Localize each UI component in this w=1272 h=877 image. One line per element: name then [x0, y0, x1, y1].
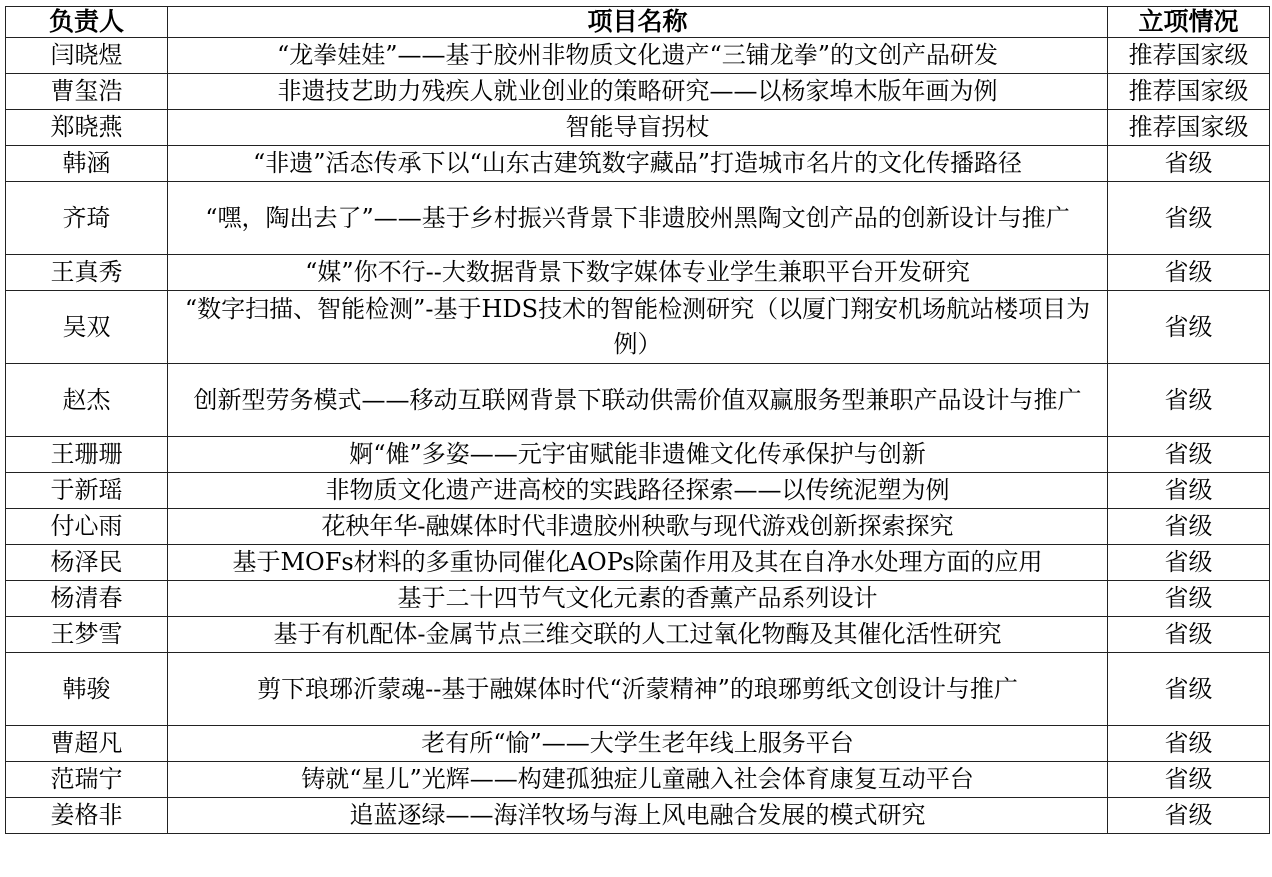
- cell-status[interactable]: 省级: [1108, 473, 1270, 509]
- cell-status[interactable]: 省级: [1108, 653, 1270, 726]
- cell-status[interactable]: 省级: [1108, 509, 1270, 545]
- cell-title[interactable]: 基于有机配体-金属节点三维交联的人工过氧化物酶及其催化活性研究: [168, 617, 1108, 653]
- table-row: [6, 38, 1270, 74]
- cell-status[interactable]: 省级: [1108, 182, 1270, 255]
- table-row: [6, 581, 1270, 617]
- table-row: [6, 798, 1270, 834]
- table-row: [6, 473, 1270, 509]
- cell-name[interactable]: 范瑞宁: [6, 762, 168, 798]
- cell-name[interactable]: 曹玺浩: [6, 74, 168, 110]
- cell-name[interactable]: 曹超凡: [6, 726, 168, 762]
- table-row: [6, 255, 1270, 291]
- cell-name[interactable]: 于新瑶: [6, 473, 168, 509]
- cell-name[interactable]: 闫晓煜: [6, 38, 168, 74]
- cell-title[interactable]: 非物质文化遗产进高校的实践路径探索——以传统泥塑为例: [168, 473, 1108, 509]
- cell-title[interactable]: 智能导盲拐杖: [168, 110, 1108, 146]
- header-name[interactable]: 负责人: [6, 7, 168, 38]
- cell-title[interactable]: “数字扫描、智能检测”-基于HDS技术的智能检测研究（以厦门翔安机场航站楼项目为例）: [168, 291, 1108, 364]
- project-table: [5, 6, 1270, 834]
- cell-title[interactable]: 基于MOFs材料的多重协同催化AOPs除菌作用及其在自净水处理方面的应用: [168, 545, 1108, 581]
- cell-title[interactable]: “龙拳娃娃”——基于胶州非物质文化遗产“三铺龙拳”的文创产品研发: [168, 38, 1108, 74]
- cell-name[interactable]: 王珊珊: [6, 437, 168, 473]
- cell-title[interactable]: 婀“傩”多姿——元宇宙赋能非遗傩文化传承保护与创新: [168, 437, 1108, 473]
- cell-title[interactable]: 追蓝逐绿——海洋牧场与海上风电融合发展的模式研究: [168, 798, 1108, 834]
- table-row: [6, 110, 1270, 146]
- cell-status[interactable]: 推荐国家级: [1108, 38, 1270, 74]
- cell-name[interactable]: 付心雨: [6, 509, 168, 545]
- cell-name[interactable]: 姜格非: [6, 798, 168, 834]
- cell-name[interactable]: 郑晓燕: [6, 110, 168, 146]
- cell-status[interactable]: 推荐国家级: [1108, 74, 1270, 110]
- cell-name[interactable]: 韩骏: [6, 653, 168, 726]
- table-row: [6, 74, 1270, 110]
- cell-status[interactable]: 省级: [1108, 762, 1270, 798]
- cell-status[interactable]: 省级: [1108, 798, 1270, 834]
- table-row: [6, 762, 1270, 798]
- cell-status[interactable]: 省级: [1108, 545, 1270, 581]
- table-row: [6, 437, 1270, 473]
- cell-title[interactable]: 铸就“星儿”光辉——构建孤独症儿童融入社会体育康复互动平台: [168, 762, 1108, 798]
- cell-title[interactable]: 基于二十四节气文化元素的香薰产品系列设计: [168, 581, 1108, 617]
- cell-status[interactable]: 省级: [1108, 437, 1270, 473]
- cell-status[interactable]: 省级: [1108, 291, 1270, 364]
- table-row: [6, 364, 1270, 437]
- cell-title[interactable]: 花秧年华-融媒体时代非遗胶州秧歌与现代游戏创新探索探究: [168, 509, 1108, 545]
- cell-name[interactable]: 韩涵: [6, 146, 168, 182]
- cell-title[interactable]: 创新型劳务模式——移动互联网背景下联动供需价值双赢服务型兼职产品设计与推广: [168, 364, 1108, 437]
- table-row: [6, 545, 1270, 581]
- table-row: [6, 182, 1270, 255]
- cell-status[interactable]: 推荐国家级: [1108, 110, 1270, 146]
- cell-status[interactable]: 省级: [1108, 617, 1270, 653]
- table-row: [6, 617, 1270, 653]
- cell-status[interactable]: 省级: [1108, 364, 1270, 437]
- cell-status[interactable]: 省级: [1108, 255, 1270, 291]
- cell-name[interactable]: 王真秀: [6, 255, 168, 291]
- cell-title[interactable]: “嘿，陶出去了”——基于乡村振兴背景下非遗胶州黑陶文创产品的创新设计与推广: [168, 182, 1108, 255]
- cell-title[interactable]: “媒”你不行--大数据背景下数字媒体专业学生兼职平台开发研究: [168, 255, 1108, 291]
- header-title[interactable]: 项目名称: [168, 7, 1108, 38]
- header-row: [6, 7, 1270, 38]
- cell-title-clipped[interactable]: [168, 146, 1108, 182]
- header-status[interactable]: 立项情况: [1108, 7, 1270, 38]
- table-row: [6, 726, 1270, 762]
- cell-name[interactable]: 杨泽民: [6, 545, 168, 581]
- cell-status[interactable]: 省级: [1108, 146, 1270, 182]
- table-row: [6, 146, 1270, 182]
- table-row: [6, 291, 1270, 364]
- cell-name[interactable]: 杨清春: [6, 581, 168, 617]
- cell-name[interactable]: 吴双: [6, 291, 168, 364]
- cell-title[interactable]: 剪下琅琊沂蒙魂--基于融媒体时代“沂蒙精神”的琅琊剪纸文创设计与推广: [168, 653, 1108, 726]
- cell-status[interactable]: 省级: [1108, 726, 1270, 762]
- cell-name[interactable]: 齐琦: [6, 182, 168, 255]
- cell-name[interactable]: 赵杰: [6, 364, 168, 437]
- cell-status[interactable]: 省级: [1108, 581, 1270, 617]
- cell-title: “非遗”活态传承下以“山东古建筑数字藏品”打造城市名片的文化传播路径: [252, 149, 1023, 177]
- cell-title[interactable]: 老有所“愉”——大学生老年线上服务平台: [168, 726, 1108, 762]
- cell-name[interactable]: 王梦雪: [6, 617, 168, 653]
- table-row: [6, 509, 1270, 545]
- table-row: [6, 653, 1270, 726]
- cell-title[interactable]: 非遗技艺助力残疾人就业创业的策略研究——以杨家埠木版年画为例: [168, 74, 1108, 110]
